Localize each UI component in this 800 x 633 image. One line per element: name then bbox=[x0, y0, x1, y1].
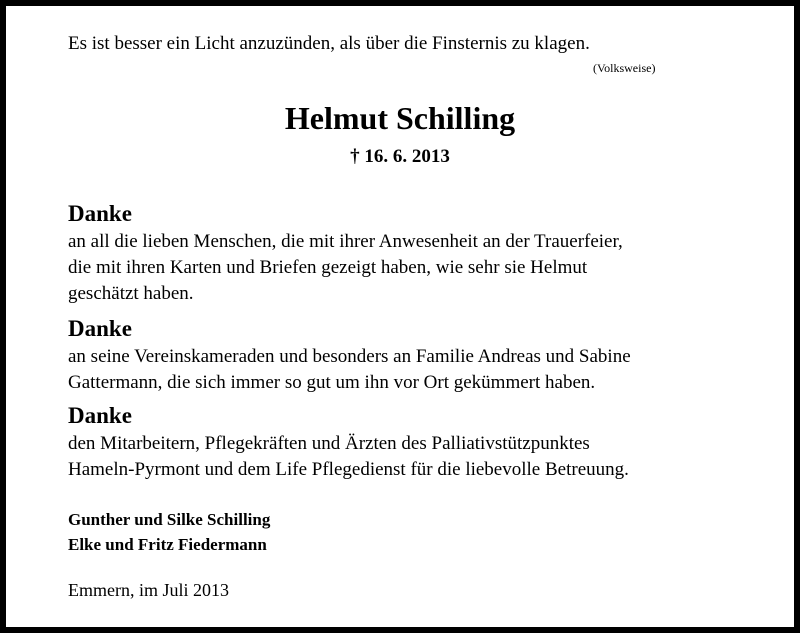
quote-source: (Volksweise) bbox=[593, 61, 656, 75]
place-date: Emmern, im Juli 2013 bbox=[68, 580, 229, 600]
section-1-heading: Danke bbox=[68, 201, 132, 226]
section-2-line: Gattermann, die sich immer so gut um ihn vor Ort gekümmert haben. bbox=[68, 372, 596, 393]
section-1-text bbox=[68, 229, 623, 307]
quote-text: Es ist besser ein Licht anzuzünden, als über die Finsternis zu klagen. bbox=[68, 33, 590, 54]
section-2-heading: Danke bbox=[68, 316, 132, 341]
section-1-line: die mit ihren Karten und Briefen gezeigt haben, wie sehr sie Helmut bbox=[68, 257, 588, 278]
section-1-line: geschätzt haben. bbox=[68, 283, 194, 304]
deceased-name: Helmut Schilling bbox=[284, 100, 516, 136]
signature-line: Elke und Fritz Fiedermann bbox=[68, 535, 267, 554]
signature-block bbox=[68, 507, 270, 557]
section-3-text bbox=[68, 431, 629, 483]
section-3-line: Hameln-Pyrmont und dem Life Pflegedienst für die liebevolle Betreuung. bbox=[68, 459, 629, 480]
section-3-heading: Danke bbox=[68, 403, 132, 428]
section-2-text bbox=[68, 344, 631, 396]
section-2-line: an seine Vereinskameraden und besonders an Familie Andreas und Sabine bbox=[68, 346, 631, 367]
section-3-line: den Mitarbeitern, Pflegekräften und Ärzten des Palliativstützpunktes bbox=[68, 433, 590, 454]
section-1-line: an all die lieben Menschen, die mit ihrer Anwesenheit an der Trauerfeier, bbox=[68, 231, 623, 252]
signature-line: Gunther und Silke Schilling bbox=[68, 510, 271, 529]
death-date: † 16. 6. 2013 bbox=[350, 146, 450, 167]
